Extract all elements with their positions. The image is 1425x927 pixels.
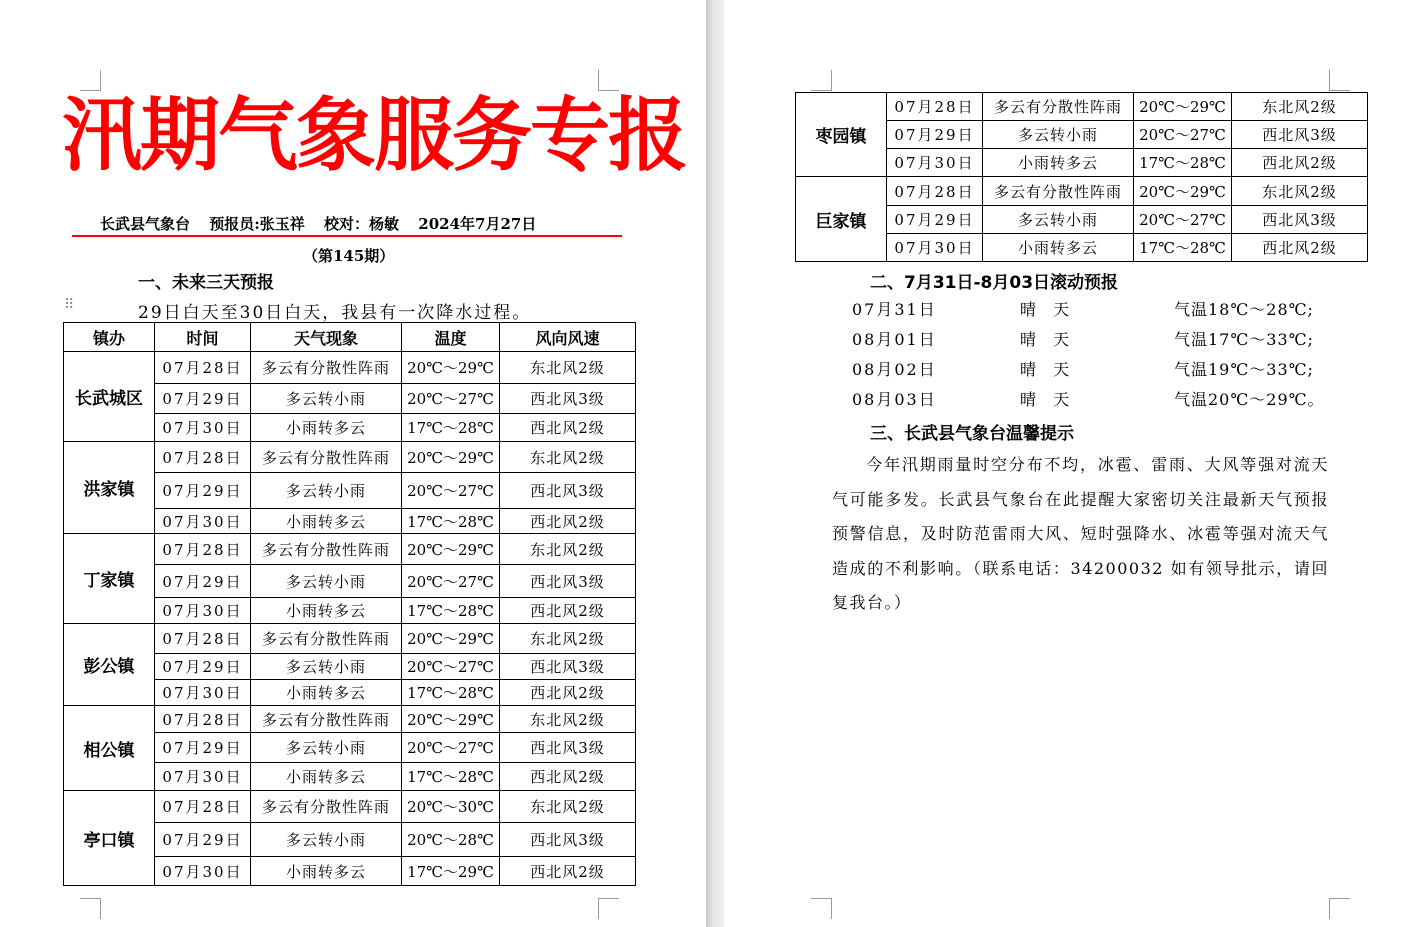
forecast-date: 07月30日 — [887, 149, 983, 177]
crop-mark — [811, 898, 832, 919]
weather-condition: 小雨转多云 — [983, 149, 1134, 177]
temperature-range: 17℃～28℃ — [1134, 234, 1232, 262]
temperature-range: 20℃～29℃ — [402, 706, 500, 733]
wind-info: 西北风3级 — [500, 654, 636, 680]
column-header: 风向风速 — [500, 323, 636, 352]
section1-heading: 一、未来三天预报 — [138, 273, 274, 293]
crop-mark — [1329, 898, 1350, 919]
issue-number: （第145期） — [303, 247, 395, 265]
weather-condition: 多云转小雨 — [251, 733, 402, 763]
wind-info: 西北风2级 — [1232, 149, 1368, 177]
section1-intro: 29日白天至30日白天，我县有一次降水过程。 — [138, 303, 532, 323]
forecast-date: 07月30日 — [155, 763, 251, 791]
wind-info: 西北风3级 — [500, 565, 636, 598]
byline — [100, 213, 550, 234]
weather-condition: 多云有分散性阵雨 — [251, 624, 402, 654]
temperature-range: 20℃～29℃ — [402, 442, 500, 473]
rolling-temp: 气温20℃～29℃。 — [1174, 390, 1325, 409]
forecast-table-continued — [795, 92, 1368, 262]
temperature-range: 20℃～29℃ — [1134, 177, 1232, 206]
weather-condition: 多云转小雨 — [983, 206, 1134, 234]
town-name: 亭口镇 — [64, 791, 155, 886]
temperature-range: 17℃～28℃ — [1134, 149, 1232, 177]
forecast-date: 07月28日 — [155, 791, 251, 823]
temperature-range: 20℃～30℃ — [402, 791, 500, 823]
temperature-range: 20℃～29℃ — [402, 352, 500, 384]
temperature-range: 17℃～28℃ — [402, 680, 500, 706]
document-page-left — [0, 0, 706, 927]
rolling-date: 08月02日 — [852, 360, 937, 379]
weather-condition: 多云转小雨 — [251, 565, 402, 598]
weather-condition: 多云有分散性阵雨 — [251, 791, 402, 823]
wind-info: 西北风3级 — [1232, 206, 1368, 234]
town-name: 彭公镇 — [64, 624, 155, 706]
temperature-range: 20℃～27℃ — [402, 654, 500, 680]
weather-condition: 多云有分散性阵雨 — [251, 442, 402, 473]
crop-mark — [1329, 70, 1350, 91]
wind-info: 西北风2级 — [500, 598, 636, 624]
wind-info: 西北风3级 — [1232, 121, 1368, 149]
town-name: 洪家镇 — [64, 442, 155, 534]
forecast-date: 07月29日 — [155, 654, 251, 680]
column-header: 镇办 — [64, 323, 155, 352]
table-row — [64, 624, 636, 654]
weather-condition: 多云转小雨 — [251, 654, 402, 680]
crop-mark — [80, 898, 101, 919]
wind-info: 东北风2级 — [1232, 93, 1368, 121]
forecast-date: 07月29日 — [887, 206, 983, 234]
document-page-right — [724, 0, 1425, 927]
wind-info: 西北风2级 — [500, 680, 636, 706]
wind-info: 西北风3级 — [500, 473, 636, 509]
forecast-date: 07月29日 — [155, 823, 251, 857]
forecast-date: 07月29日 — [887, 121, 983, 149]
header-divider — [72, 235, 622, 237]
forecast-table — [63, 322, 636, 886]
forecast-date: 07月30日 — [155, 857, 251, 886]
weather-condition: 小雨转多云 — [251, 857, 402, 886]
town-name: 相公镇 — [64, 706, 155, 791]
rolling-temp: 气温18℃～28℃; — [1174, 300, 1314, 319]
wind-info: 东北风2级 — [500, 706, 636, 733]
temperature-range: 17℃～28℃ — [402, 414, 500, 442]
crop-mark — [598, 898, 619, 919]
weather-condition: 多云有分散性阵雨 — [251, 534, 402, 565]
section3-heading: 三、长武县气象台温馨提示 — [870, 424, 1074, 444]
forecast-date: 07月29日 — [155, 565, 251, 598]
byline-agency: 长武县气象台 — [100, 215, 191, 233]
temperature-range: 20℃～27℃ — [402, 565, 500, 598]
crop-mark — [811, 70, 832, 91]
table-row — [64, 534, 636, 565]
weather-condition: 小雨转多云 — [983, 234, 1134, 262]
weather-condition: 小雨转多云 — [251, 509, 402, 534]
report-title: 汛期气象服务专报 — [62, 89, 686, 182]
town-name: 丁家镇 — [64, 534, 155, 624]
wind-info: 西北风2级 — [1232, 234, 1368, 262]
weather-condition: 多云有分散性阵雨 — [251, 706, 402, 733]
rolling-weather: 晴 天 — [1020, 330, 1076, 349]
wind-info: 东北风2级 — [500, 791, 636, 823]
temperature-range: 20℃～28℃ — [402, 823, 500, 857]
forecast-date: 07月29日 — [155, 733, 251, 763]
table-row — [796, 177, 1368, 206]
forecast-date: 07月30日 — [155, 414, 251, 442]
wind-info: 西北风3级 — [500, 733, 636, 763]
weather-condition: 多云转小雨 — [983, 121, 1134, 149]
town-name: 巨家镇 — [796, 177, 887, 262]
forecast-date: 07月28日 — [155, 442, 251, 473]
temperature-range: 20℃～27℃ — [1134, 206, 1232, 234]
weather-condition: 小雨转多云 — [251, 680, 402, 706]
forecast-date: 07月29日 — [155, 473, 251, 509]
byline-checker: 校对：杨敏 — [324, 215, 400, 233]
forecast-date: 07月29日 — [155, 384, 251, 414]
temperature-range: 17℃～28℃ — [402, 598, 500, 624]
wind-info: 西北风2级 — [500, 414, 636, 442]
wind-info: 东北风2级 — [500, 352, 636, 384]
weather-condition: 多云有分散性阵雨 — [251, 352, 402, 384]
temperature-range: 20℃～27℃ — [402, 733, 500, 763]
forecast-date: 07月28日 — [887, 177, 983, 206]
rolling-date: 08月03日 — [852, 390, 937, 409]
forecast-date: 07月30日 — [155, 680, 251, 706]
temperature-range: 17℃～28℃ — [402, 509, 500, 534]
weather-condition: 多云有分散性阵雨 — [983, 93, 1134, 121]
table-row — [796, 93, 1368, 121]
rolling-weather: 晴 天 — [1020, 300, 1076, 319]
town-name: 长武城区 — [64, 352, 155, 442]
table-row — [64, 791, 636, 823]
table-row — [64, 442, 636, 473]
temperature-range: 20℃～27℃ — [402, 384, 500, 414]
rolling-weather: 晴 天 — [1020, 390, 1076, 409]
forecast-date: 07月28日 — [155, 352, 251, 384]
wind-info: 西北风3级 — [500, 823, 636, 857]
weather-condition: 小雨转多云 — [251, 414, 402, 442]
weather-condition: 多云有分散性阵雨 — [983, 177, 1134, 206]
rolling-temp: 气温19℃～33℃; — [1174, 360, 1314, 379]
section3-body — [832, 448, 1329, 621]
forecast-date: 07月28日 — [155, 624, 251, 654]
rolling-temp: 气温17℃～33℃; — [1174, 330, 1314, 349]
temperature-range: 20℃～29℃ — [402, 534, 500, 565]
temperature-range: 20℃～27℃ — [402, 473, 500, 509]
weather-condition: 多云转小雨 — [251, 384, 402, 414]
table-row — [64, 352, 636, 384]
tips-text: 今年汛期雨量时空分布不均，冰雹、雷雨、大风等强对流天气可能多发。长武县气象台在此提醒大家密切关注最新天气预报预警信息，及时防范雷雨大风、短时强降水、冰雹等强对流天气造成的不利影响。（联系电话：34200032 如有领导批示，请回复我台。） — [832, 455, 1329, 612]
wind-info: 东北风2级 — [500, 442, 636, 473]
temperature-range: 17℃～28℃ — [402, 763, 500, 791]
rolling-date: 07月31日 — [852, 300, 937, 319]
byline-date: 2024年7月27日 — [418, 215, 537, 233]
rolling-weather: 晴 天 — [1020, 360, 1076, 379]
weather-condition: 小雨转多云 — [251, 763, 402, 791]
forecast-date: 07月28日 — [155, 706, 251, 733]
town-name: 枣园镇 — [796, 93, 887, 177]
forecast-date: 07月30日 — [155, 509, 251, 534]
table-move-handle-icon[interactable]: ⠿ — [64, 297, 75, 313]
byline-forecaster: 预报员:张玉祥 — [209, 215, 305, 233]
forecast-date: 07月30日 — [155, 598, 251, 624]
wind-info: 东北风2级 — [500, 534, 636, 565]
wind-info: 西北风3级 — [500, 384, 636, 414]
weather-condition: 小雨转多云 — [251, 598, 402, 624]
wind-info: 西北风2级 — [500, 857, 636, 886]
temperature-range: 20℃～29℃ — [402, 624, 500, 654]
wind-info: 西北风2级 — [500, 763, 636, 791]
forecast-date: 07月28日 — [887, 93, 983, 121]
column-header: 温度 — [402, 323, 500, 352]
weather-condition: 多云转小雨 — [251, 473, 402, 509]
table-row — [64, 706, 636, 733]
temperature-range: 20℃～29℃ — [1134, 93, 1232, 121]
rolling-date: 08月01日 — [852, 330, 937, 349]
wind-info: 西北风2级 — [500, 509, 636, 534]
weather-condition: 多云转小雨 — [251, 823, 402, 857]
wind-info: 东北风2级 — [1232, 177, 1368, 206]
forecast-date: 07月28日 — [155, 534, 251, 565]
temperature-range: 17℃～29℃ — [402, 857, 500, 886]
wind-info: 东北风2级 — [500, 624, 636, 654]
section2-heading: 二、7月31日-8月03日滚动预报 — [870, 273, 1119, 293]
column-header: 天气现象 — [251, 323, 402, 352]
column-header: 时间 — [155, 323, 251, 352]
forecast-date: 07月30日 — [887, 234, 983, 262]
temperature-range: 20℃～27℃ — [1134, 121, 1232, 149]
page-gutter — [706, 0, 724, 927]
